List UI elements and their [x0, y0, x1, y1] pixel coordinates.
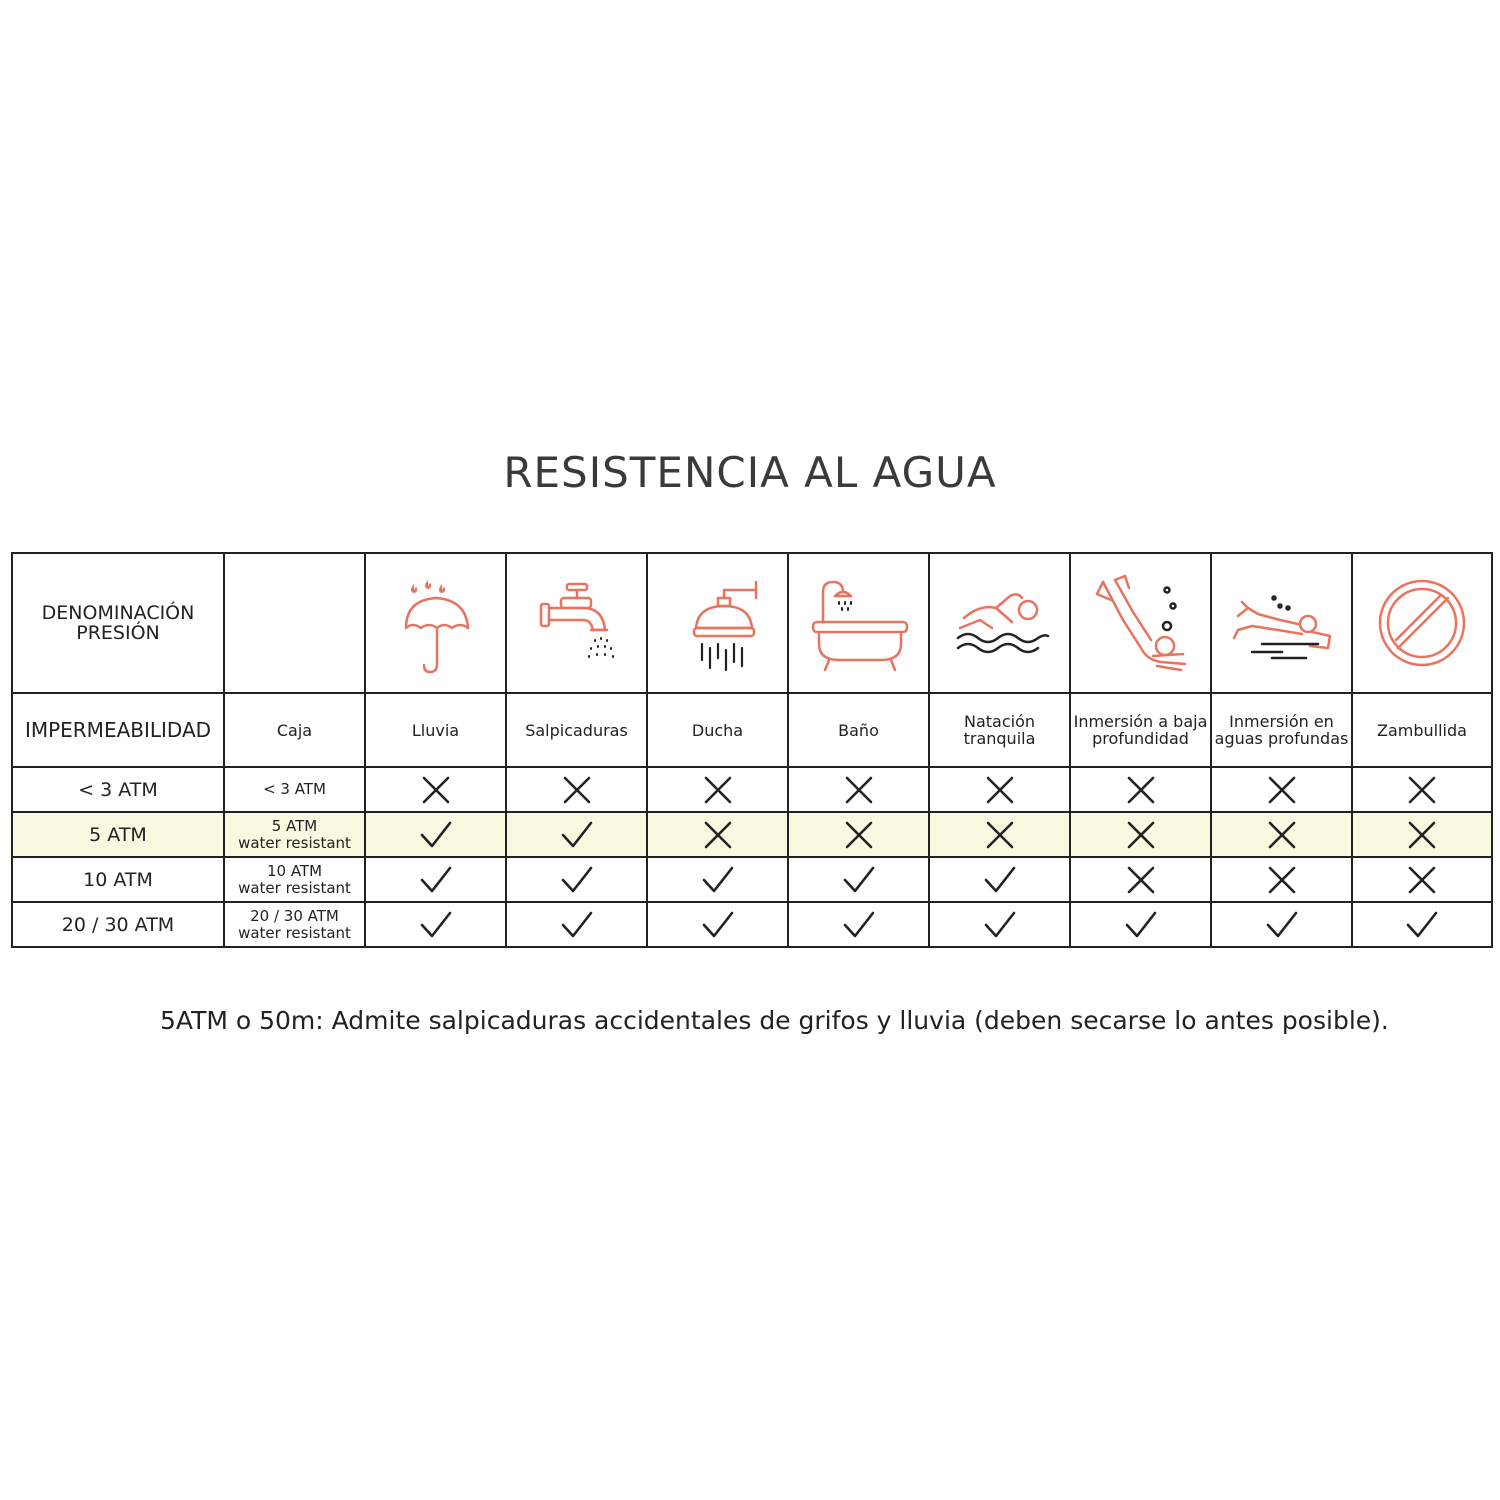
cross-icon	[647, 767, 788, 812]
table-row	[12, 902, 1492, 947]
check-icon	[365, 812, 506, 857]
column-header-cell	[788, 693, 929, 767]
icon-cell	[1352, 553, 1492, 693]
check-icon	[1352, 902, 1492, 947]
bathtub-icon	[789, 568, 928, 678]
row-name-cell	[12, 902, 224, 947]
cross-icon	[1352, 767, 1492, 812]
check-icon	[929, 902, 1070, 947]
column-header-label: Ducha	[691, 720, 744, 740]
column-header-cell	[1070, 693, 1211, 767]
table-row	[12, 812, 1492, 857]
column-header-cell	[506, 693, 647, 767]
caja-value: 10 ATM water resistant	[238, 861, 351, 897]
column-header-label: Natación tranquila	[963, 712, 1036, 748]
cross-icon	[647, 812, 788, 857]
corner-header-cell	[12, 553, 224, 693]
column-header-label: Baño	[838, 720, 879, 740]
column-header-label: Inmersión a baja profundidad	[1073, 712, 1208, 748]
check-icon	[788, 857, 929, 902]
cross-icon	[1211, 767, 1352, 812]
row-name: 20 / 30 ATM	[61, 913, 175, 936]
icon-cell	[1070, 553, 1211, 693]
icon-cell	[929, 553, 1070, 693]
swimmer-icon	[930, 568, 1069, 678]
column-header-label: Zambullida	[1377, 720, 1467, 740]
column-header-label: Salpicaduras	[525, 720, 628, 740]
caja-cell	[224, 767, 365, 812]
cross-icon	[788, 767, 929, 812]
row-label-cell	[12, 693, 224, 767]
cross-icon	[1211, 857, 1352, 902]
icon-cell	[1211, 553, 1352, 693]
cross-icon	[1352, 812, 1492, 857]
icon-cell	[788, 553, 929, 693]
caja-value: 5 ATM water resistant	[238, 816, 351, 852]
cross-icon	[1070, 767, 1211, 812]
check-icon	[365, 857, 506, 902]
cross-icon	[1070, 857, 1211, 902]
caja-cell	[224, 857, 365, 902]
column-header-cell	[929, 693, 1070, 767]
caja-label-cell	[224, 693, 365, 767]
column-header-label: Lluvia	[411, 720, 460, 740]
row-name-cell	[12, 857, 224, 902]
page-title: RESISTENCIA AL AGUA	[503, 448, 997, 497]
cross-icon	[1211, 812, 1352, 857]
column-header-label: Inmersión en aguas profundas	[1214, 712, 1349, 748]
check-icon	[506, 857, 647, 902]
cross-icon	[365, 767, 506, 812]
column-header-cell	[1211, 693, 1352, 767]
icon-cell	[365, 553, 506, 693]
column-header-cell	[1352, 693, 1492, 767]
row-name: 10 ATM	[83, 868, 153, 891]
row-name-cell	[12, 767, 224, 812]
caja-cell	[224, 902, 365, 947]
column-header-cell	[647, 693, 788, 767]
check-icon	[929, 857, 1070, 902]
column-header-cell	[365, 693, 506, 767]
check-icon	[647, 902, 788, 947]
prohibited-icon	[1353, 568, 1491, 678]
deep-diver-icon	[1212, 568, 1351, 678]
faucet-splash-icon	[507, 568, 646, 678]
cross-icon	[929, 767, 1070, 812]
cross-icon	[929, 812, 1070, 857]
check-icon	[506, 812, 647, 857]
caja-label: Caja	[276, 720, 313, 740]
check-icon	[788, 902, 929, 947]
cross-icon	[1352, 857, 1492, 902]
row-name-cell	[12, 812, 224, 857]
check-icon	[647, 857, 788, 902]
table-row	[12, 767, 1492, 812]
water-resistance-table	[11, 552, 1493, 948]
check-icon	[506, 902, 647, 947]
check-icon	[365, 902, 506, 947]
cross-icon	[788, 812, 929, 857]
check-icon	[1211, 902, 1352, 947]
cross-icon	[506, 767, 647, 812]
shallow-diver-icon	[1071, 568, 1210, 678]
check-icon	[1070, 902, 1211, 947]
row-name: 5 ATM	[89, 823, 147, 846]
impermeabilidad-label: IMPERMEABILIDAD	[24, 718, 212, 742]
caja-cell	[224, 812, 365, 857]
empty-header-cell	[224, 553, 365, 693]
caja-value: < 3 ATM	[263, 780, 326, 798]
icon-cell	[506, 553, 647, 693]
cross-icon	[1070, 812, 1211, 857]
footnote: 5ATM o 50m: Admite salpicaduras accidentales de grifos y lluvia (deben secarse lo antes posible).	[160, 1006, 1389, 1035]
umbrella-rain-icon	[366, 568, 505, 678]
corner-header-label: DENOMINACIÓN PRESIÓN	[41, 602, 195, 644]
table-row	[12, 857, 1492, 902]
caja-value: 20 / 30 ATM water resistant	[238, 906, 351, 942]
row-name: < 3 ATM	[78, 778, 158, 801]
shower-head-icon	[648, 568, 787, 678]
icon-cell	[647, 553, 788, 693]
